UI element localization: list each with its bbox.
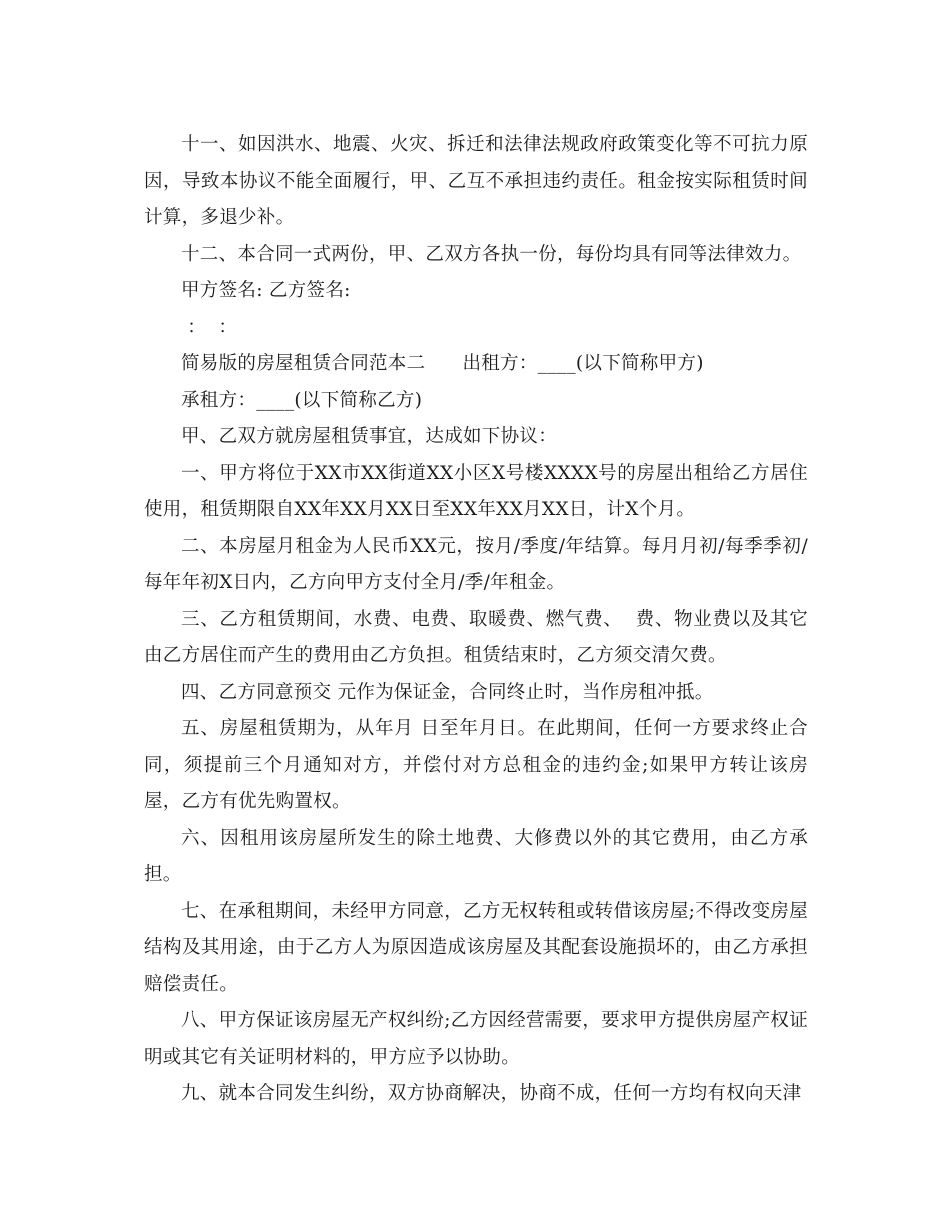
clause-4: 四、乙方同意预交 元作为保证金，合同终止时，当作房租冲抵。: [181, 681, 714, 703]
document-body: [144, 127, 808, 1113]
signature-colons: ： ：: [181, 316, 238, 338]
clause-5: 五、房屋租赁期为，从年月 日至年月日。在此期间，任何一方要求终止合同，须提前三个月通知对方，并偿付对方总租金的违约金;如果甲方转让该房屋，乙方有优先购置权。: [144, 718, 808, 812]
lessee-line: 承租方：____(以下简称乙方): [181, 389, 423, 411]
clause-6: 六、因租用该房屋所发生的除土地费、大修费以外的其它费用，由乙方承担。: [144, 827, 808, 885]
agreement-intro: 甲、乙双方就房屋租赁事宜，达成如下协议：: [181, 426, 558, 447]
clause-9: 九、就本合同发生纠纷，双方协商解决，协商不成，任何一方均有权向天津: [181, 1083, 802, 1104]
contract-title-lessor: 简易版的房屋租赁合同范本二 出租方：____(以下简称甲方): [181, 353, 704, 374]
clause-12: 十二、本合同一式两份，甲、乙双方各执一份，每份均具有同等法律效力。: [181, 243, 802, 265]
clause-3: 三、乙方租赁期间，水费、电费、取暖费、燃气费、 费、物业费以及其它由乙方居住而产生的费用由乙方负担。租赁结束时，乙方须交清欠费。: [144, 608, 808, 666]
clause-11: 十一、如因洪水、地震、火灾、拆迁和法律法规政府政策变化等不可抗力原因，导致本协议不能全面履行，甲、乙互不承担违约责任。租金按实际租赁时间计算，多退少补。: [144, 134, 808, 228]
clause-1: 一、甲方将位于XX市XX街道XX小区X号楼XXXX号的房屋出租给乙方居住使用，租赁期限自XX年XX月XX日至XX年XX月XX日，计X个月。: [144, 462, 808, 520]
clause-7: 七、在承租期间，未经甲方同意，乙方无权转租或转借该房屋;不得改变房屋结构及其用途，由于乙方人为原因造成该房屋及其配套设施损坏的，由乙方承担赔偿责任。: [144, 900, 808, 995]
clause-8: 八、甲方保证该房屋无产权纠纷;乙方因经营需要，要求甲方提供房屋产权证明或其它有关证明材料的，甲方应予以协助。: [144, 1010, 808, 1068]
signature-line: 甲方签名: 乙方签名:: [181, 280, 351, 301]
clause-2: 二、本房屋月租金为人民币XX元，按月/季度/年结算。每月月初/每季季初/每年年初X日内，乙方向甲方支付全月/季/年租金。: [144, 535, 808, 593]
